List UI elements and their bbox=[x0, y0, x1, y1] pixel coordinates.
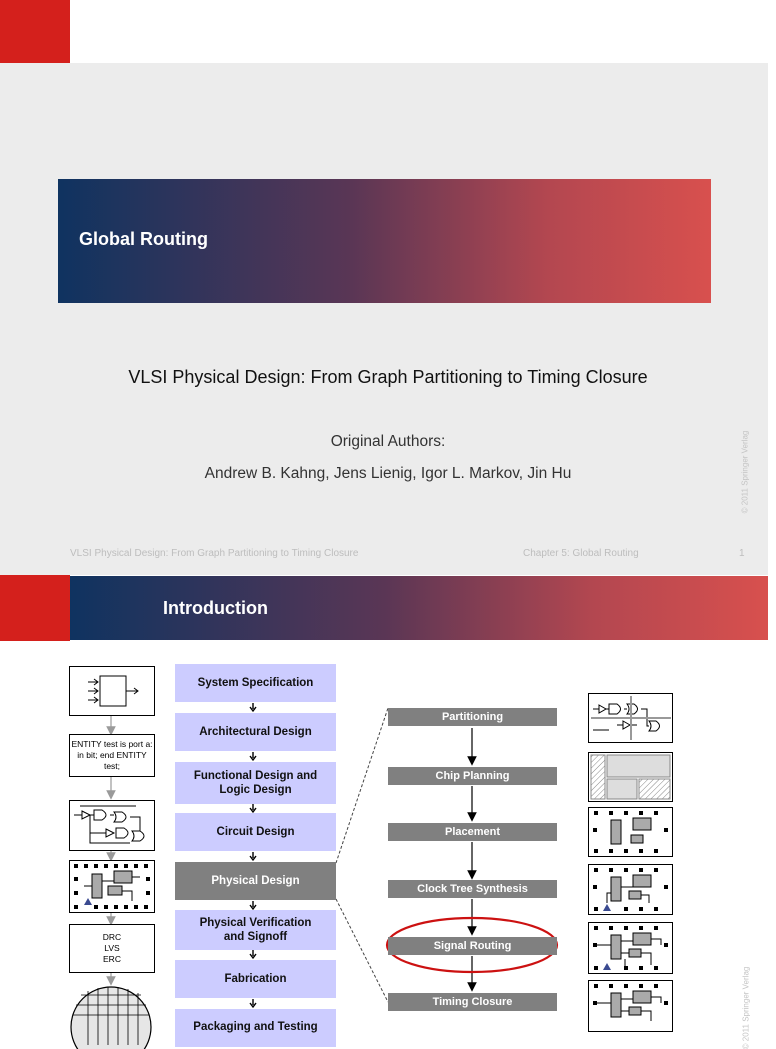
projection-line-bottom bbox=[336, 899, 388, 1002]
step-arrow bbox=[248, 703, 258, 712]
authors-list: Andrew B. Kahng, Jens Lienig, Igor L. Markov, Jin Hu bbox=[204, 465, 572, 482]
stage-placement: Placement bbox=[388, 823, 557, 841]
footer-book-title: VLSI Physical Design: From Graph Partitioning to Timing Closure bbox=[70, 548, 359, 559]
check-lvs: LVS bbox=[104, 943, 120, 953]
layout-thumbnail bbox=[69, 860, 155, 913]
floorplan-thumbnail bbox=[588, 752, 673, 802]
top-bar bbox=[0, 0, 768, 63]
block-diagram-thumbnail bbox=[69, 666, 155, 716]
step-functional-logic-design: Functional Design and Logic Design bbox=[175, 762, 336, 804]
step-arrow bbox=[248, 950, 258, 959]
verification-checks-thumbnail bbox=[69, 924, 155, 973]
step-architectural-design: Architectural Design bbox=[175, 713, 336, 751]
stage-timing-closure: Timing Closure bbox=[388, 993, 557, 1011]
check-erc: ERC bbox=[103, 954, 121, 964]
step-arrow bbox=[248, 752, 258, 761]
footer-chapter: Chapter 5: Global Routing bbox=[523, 548, 639, 559]
logic-gates-thumbnail bbox=[69, 800, 155, 851]
corner-accent bbox=[0, 0, 70, 63]
slide-title: Introduction bbox=[163, 598, 268, 618]
copyright-note: © 2011 Springer Verlag bbox=[741, 966, 751, 1049]
routed-layout-thumbnail bbox=[588, 922, 673, 974]
page-number: 1 bbox=[739, 548, 745, 559]
check-drc: DRC bbox=[102, 932, 122, 942]
step-system-specification: System Specification bbox=[175, 664, 336, 702]
stage-partitioning: Partitioning bbox=[388, 708, 557, 726]
stage-signal-routing: Signal Routing bbox=[388, 937, 557, 955]
step-packaging-testing: Packaging and Testing bbox=[175, 1009, 336, 1047]
projection-line-top bbox=[336, 708, 388, 863]
step-circuit-design: Circuit Design bbox=[175, 813, 336, 851]
vhdl-code-thumbnail: ENTITY test is port a: in bit; end ENTITY test; bbox=[69, 734, 155, 777]
clock-tree-thumbnail bbox=[588, 864, 673, 915]
step-fabrication: Fabrication bbox=[175, 960, 336, 998]
slide-title: Global Routing bbox=[79, 229, 208, 249]
wafer-thumbnail bbox=[68, 985, 154, 1025]
timing-closed-layout-thumbnail bbox=[588, 980, 673, 1032]
stage-clock-tree-synthesis: Clock Tree Synthesis bbox=[388, 880, 557, 898]
stage-chip-planning: Chip Planning bbox=[388, 767, 557, 785]
step-arrow bbox=[248, 901, 258, 910]
step-physical-design: Physical Design bbox=[175, 862, 336, 900]
book-title: VLSI Physical Design: From Graph Partitioning to Timing Closure bbox=[128, 367, 648, 387]
placement-thumbnail bbox=[588, 807, 673, 857]
step-physical-verification: Physical Verification and Signoff bbox=[175, 910, 336, 950]
step-arrow bbox=[248, 852, 258, 861]
step-arrow bbox=[248, 999, 258, 1008]
copyright-note: © 2011 Springer Verlag bbox=[740, 430, 750, 514]
introduction-slide bbox=[0, 575, 768, 1049]
authors-label: Original Authors: bbox=[330, 433, 446, 450]
step-arrow bbox=[248, 804, 258, 813]
partitioned-netlist-thumbnail bbox=[588, 693, 673, 743]
